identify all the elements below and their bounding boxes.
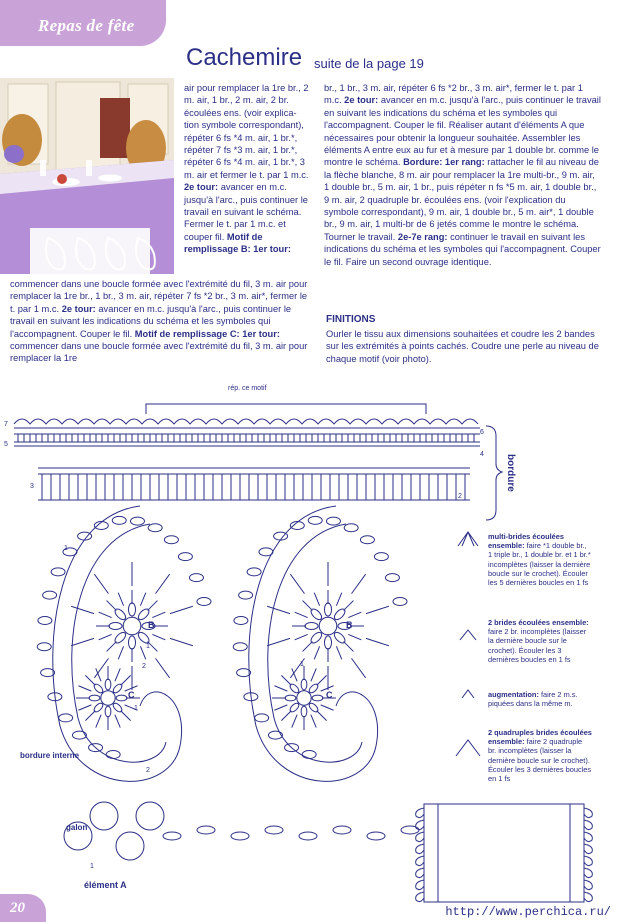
column-2-paragraph-2: avancer en m.c. jusqu'à l'arc., puis continuer le travail en suivant les indications du schéma et les symboles qui l'accompagnent. Couper le fil. Réaliser autant d'éléments A que nécessaires pour obtenir la longueur souhaitée. Assembler les éléments A entre eux au fur et à mesure par 1 double br. comme le montre le schéma. xyxy=(324,95,601,168)
repeat-bracket xyxy=(146,404,426,414)
column-1-text xyxy=(184,82,310,256)
legend-item-4 xyxy=(488,728,592,783)
legend-title-1: multi-brides écoulées ensemble: xyxy=(488,532,564,551)
row-number-1: 1 xyxy=(64,545,68,552)
motif-c-label-right: C xyxy=(326,690,333,700)
legend-text-1: faire *1 double br., 1 triple br., 1 double br. et 1 br.* incomplètes (laisser la dernière boucle sur le crochet). Écouler les 5 dernières boucles en 1 fs xyxy=(488,541,591,588)
right-paisley-motif xyxy=(233,506,407,781)
row-number-5: 5 xyxy=(4,441,8,448)
legend-text-4: faire 2 quadruple br. incomplètes (laisser la dernière boucle sur le crochet). Écouler les 3 dernières boucles en 1 fs xyxy=(488,737,592,784)
bordure-brace xyxy=(486,426,502,520)
column-2-bold-2: Bordure: 1er rang: xyxy=(403,157,485,168)
motif-number-e: 1 xyxy=(300,661,304,668)
column-2-bold-1: 2e tour: xyxy=(344,95,379,106)
legend-title-3: augmentation: xyxy=(488,690,539,699)
column-1-bold-3: 2e tour: xyxy=(61,303,96,314)
column-1-lower-text xyxy=(10,278,310,365)
motif-number-d: 2 xyxy=(146,767,150,774)
legend-title-2: 2 brides écoulées ensemble: xyxy=(488,618,589,627)
element-a-label: élément A xyxy=(84,880,127,890)
row-number-3: 3 xyxy=(30,483,34,490)
page-title: Cachemire xyxy=(186,44,303,71)
finitions-heading: FINITIONS xyxy=(326,314,376,325)
column-1-paragraph-2: avancer en m.c. jusqu'à l'arc., puis continuer le travail en suivant le schéma. Fermer le t. par 1 m.c. et couper fil. xyxy=(184,182,308,242)
page-subtitle: suite de la page 19 xyxy=(314,56,424,71)
column-1-paragraph-5: commencer dans une boucle formée avec l'extrémité du fil, 3 m. air pour remplacer la 1re xyxy=(10,341,308,364)
galon-label: galon xyxy=(66,823,88,832)
column-2-paragraph-3: rattacher le fil au niveau de la flèche blanche, 8 m. air pour remplacer la 1re multi-br., 9 m. air, 1 double br., 5 m. air, 1 br., puis répéter n fs *5 m. air, 1 double br., 9 m. air, 2 quadruple br. écoulées ens. (voir l'explication du symbole correspondant), 9 m. air, 1 double br., 5 m. air*, 1 double br., 9 m. air, 1 multi-br de 6 jetés comme le montre le schéma. Tourner le travail. xyxy=(324,157,599,242)
legend-text-2: faire 2 br. incomplètes (laisser la dernière boucle sur le crochet). Écouler les 3 dernières boucles en 1 fs xyxy=(488,627,587,664)
column-1-paragraph-4: avancer en m.c. jusqu'à l'arc., puis continuer le travail en suivant les indications du schéma et les symboles qui l'accompagnent. Couper le fil. xyxy=(10,303,292,339)
motif-b-label-right: B xyxy=(346,620,353,630)
page-number-tab xyxy=(0,894,46,922)
motif-number-b: 2 xyxy=(142,663,146,670)
column-1-bold-4: Motif de remplissage C: 1er tour: xyxy=(134,328,280,339)
table-photo xyxy=(0,78,174,274)
row-7-scallops xyxy=(14,419,478,424)
row-number-4: 4 xyxy=(480,451,484,458)
motif-number-a: 1 xyxy=(146,643,150,650)
bordure-interne-label: bordure interne xyxy=(20,751,80,760)
legend-symbols xyxy=(456,532,480,756)
source-watermark: http://www.perchica.ru/ xyxy=(442,904,614,920)
motif-number-f: 1 xyxy=(90,863,94,870)
motif-number-c: 1 xyxy=(134,705,138,712)
column-1-paragraph-1: air pour remplacer la 1re br., 2 m. air, 1 br., 2 m. air, 2 br. écoulées ens. (voir explica-tion symbole correspondant), répéter 6 fs *4 m. air, 1 br.*, répéter 7 fs *3 m. air, 1 br.*, répéter 6 fs *4 m. air, 1 br.*, 3 m. air et fermer le t. par 1 m.c. xyxy=(184,83,309,180)
legend-item-1 xyxy=(488,532,592,587)
row-number-2: 2 xyxy=(458,493,462,500)
column-1-bold-2: Motif de remplissage B: 1er tour: xyxy=(184,231,291,255)
section-title: Repas de fête xyxy=(38,16,135,35)
legend-title-4: 2 quadruples brides écoulées ensemble: xyxy=(488,728,592,747)
column-2-bold-3: 2e-7e rang: xyxy=(397,231,448,242)
column-2-paragraph-4: continuer le travail en suivant les indications du schéma et les symboles qui l'accompagnent. Couper le fil. Faire un second ouvrage identique. xyxy=(324,231,601,267)
column-2-text xyxy=(324,82,602,268)
legend-item-3 xyxy=(488,690,592,708)
repeat-label: rép. ce motif xyxy=(228,385,267,392)
row-number-7: 7 xyxy=(4,421,8,428)
column-1-paragraph-3: commencer dans une boucle formée avec l'extrémité du fil, 3 m. air pour remplacer la 1re br., 1 br., 3 m. air, répéter 7 fs *2 br., 3 m. air*, fermer le t. par 1 m.c. xyxy=(10,279,308,314)
page-number: 20 xyxy=(10,900,25,916)
galon-chain xyxy=(64,802,419,860)
legend-text-3: faire 2 m.s. piquées dans la même m. xyxy=(488,690,578,709)
motif-c-label-left: C xyxy=(128,690,135,700)
finitions-text: Ourler le tissu aux dimensions souhaitées et coudre les 2 bandes sur les extrémités à points cachés. Coudre une perle au niveau de chaque motif (voir photo). xyxy=(326,329,599,364)
column-1-bold-1: 2e tour: xyxy=(184,182,219,193)
section-tab xyxy=(0,0,166,46)
table-photo-illustration xyxy=(0,78,174,274)
tablecloth-thumbnail xyxy=(416,804,593,902)
row-number-6: 6 xyxy=(480,429,484,436)
column-2-paragraph-1: br., 1 br., 3 m. air, répéter 6 fs *2 br., 3 m. air*, fermer le t. par 1 m.c. xyxy=(324,83,583,106)
motif-b-label-left: B xyxy=(148,620,155,630)
bordure-label: bordure xyxy=(505,454,516,492)
legend-item-2 xyxy=(488,618,592,664)
